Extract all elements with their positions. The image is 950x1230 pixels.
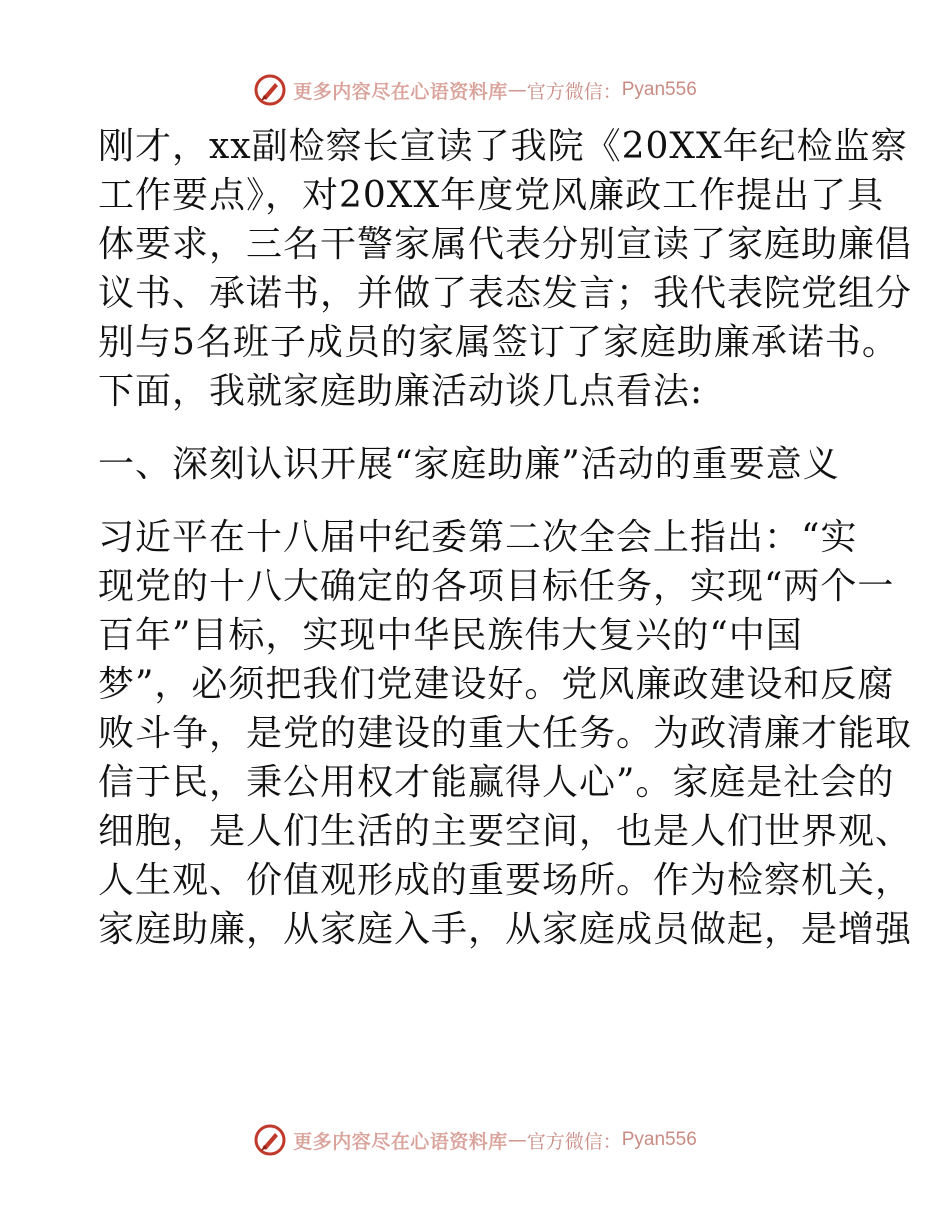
- text-line: 细胞，是人们生活的主要空间，也是人们世界观、: [98, 811, 913, 852]
- watermark-sub-text: 官方微信：: [526, 1130, 622, 1153]
- pen-logo-icon: [253, 73, 287, 107]
- text-line: 百年”目标，实现中华民族伟大复兴的“中国: [98, 615, 803, 656]
- text-line: 别与5名班子成员的家属签订了家庭助廉承诺书。: [98, 322, 899, 363]
- text-line: 工作要点》，对20XX年度党风廉政工作提出了具: [98, 175, 885, 216]
- header-watermark: [0, 70, 950, 110]
- text-line: 败斗争，是党的建设的重大任务。为政清廉才能取: [98, 713, 913, 754]
- text-line: 议书、承诺书，并做了表态发言；我代表院党组分: [98, 273, 913, 314]
- text-line: 信于民，秉公用权才能赢得人心”。家庭是社会的: [98, 762, 895, 803]
- heading-line: 一、深刻认识开展“家庭助廉”活动的重要意义: [98, 444, 840, 485]
- text-line: 体要求，三名干警家属代表分别宣读了家庭助廉倡: [98, 224, 913, 265]
- watermark-id: Pyan556: [621, 79, 697, 100]
- text-line: 现党的十八大确定的各项目标任务，实现“两个一: [98, 566, 895, 607]
- pen-logo-icon: [253, 1123, 287, 1157]
- watermark-main-text: 更多内容尽在心语资料库: [293, 1130, 508, 1153]
- watermark-sub-text: 官方微信：: [526, 80, 622, 103]
- section-heading: [98, 440, 858, 489]
- paragraph-body: [98, 513, 913, 954]
- text-line: 梦”，必须把我们党建设好。党风廉政建设和反腐: [98, 664, 895, 705]
- text-line: 人生观、价值观形成的重要场所。作为检察机关，: [98, 860, 913, 901]
- document-body: [98, 122, 913, 954]
- text-line: 习近平在十八届中纪委第二次全会上指出：“实: [98, 517, 858, 558]
- text-line: 家庭助廉，从家庭入手，从家庭成员做起，是增强: [98, 909, 913, 950]
- paragraph-intro: [98, 122, 913, 416]
- watermark-dash: —: [507, 1129, 527, 1151]
- watermark-id: Pyan556: [621, 1129, 697, 1150]
- footer-watermark: [0, 1120, 950, 1160]
- watermark-main-text: 更多内容尽在心语资料库: [293, 80, 508, 103]
- text-line: 下面，我就家庭助廉活动谈几点看法:: [98, 371, 704, 412]
- watermark-dash: —: [507, 79, 527, 101]
- text-line: 刚才，xx副检察长宣读了我院《20XX年纪检监察: [98, 126, 908, 167]
